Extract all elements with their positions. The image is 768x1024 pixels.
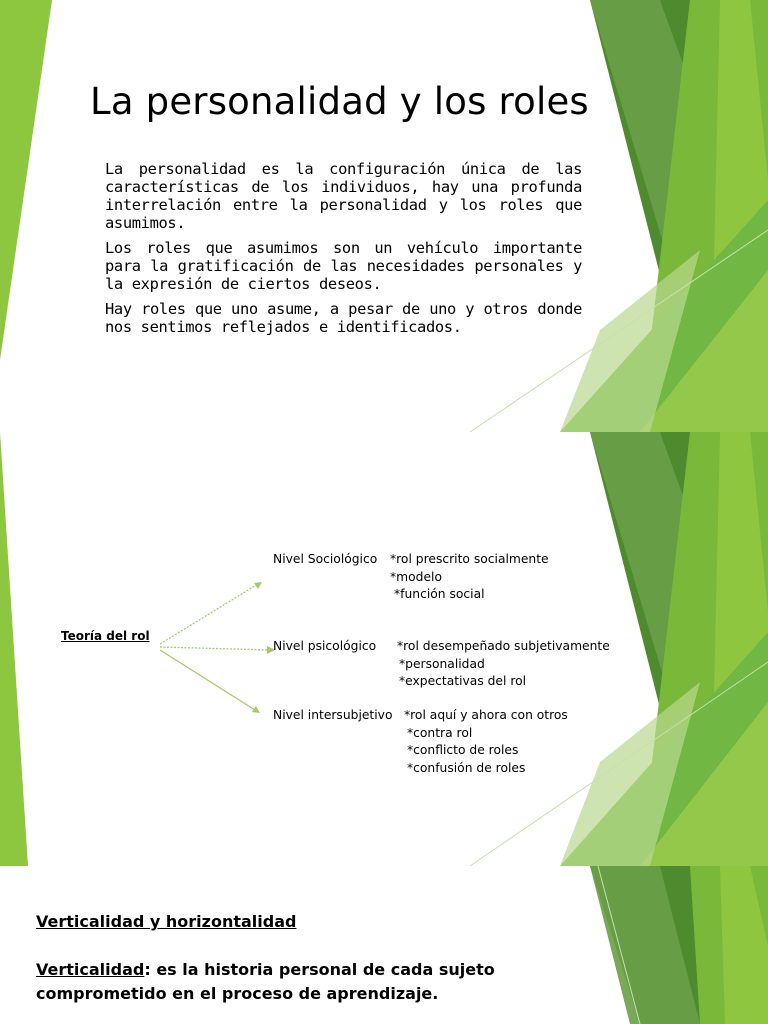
level-items: [390, 551, 549, 604]
level-item: *conflicto de roles: [407, 743, 519, 757]
level-item: *rol desempeñado subjetivamente: [397, 639, 610, 653]
level-item: *expectativas del rol: [399, 674, 527, 688]
level-item: *confusión de roles: [407, 760, 526, 775]
level-label: Nivel intersubjetivo: [273, 708, 393, 722]
level-items: [397, 638, 610, 691]
paragraph-1: La personalidad es la configuración única de las características de los individuos, hay una profunda interrelación entre la personalidad y los roles que asumimos.: [105, 160, 582, 232]
definition-text: [36, 958, 506, 1006]
paragraph-3: Hay roles que uno asume, a pesar de uno y otros donde nos sentimos reflejados e identificados.: [105, 300, 582, 336]
green-decoration: [0, 432, 768, 866]
level-items: [404, 707, 568, 777]
slide-3: [0, 866, 768, 1024]
level-item: *personalidad: [399, 656, 485, 671]
level-item: *contra rol: [407, 725, 473, 740]
level-item: *rol aquí y ahora con otros: [404, 708, 568, 722]
connector-arrows: [160, 584, 270, 710]
definition-body: : es la historia personal de cada sujeto comprometido en el proceso de aprendizaje.: [36, 960, 495, 1003]
definition-term: Verticalidad: [36, 960, 145, 979]
level-label: Nivel Sociológico: [273, 552, 378, 566]
level-item: *rol prescrito socialmente: [390, 552, 549, 566]
slide-2: [0, 432, 768, 866]
level-item: *modelo: [390, 569, 442, 584]
slide-1: [0, 0, 768, 432]
slide-title: La personalidad y los roles: [90, 80, 589, 123]
level-item: *función social: [394, 587, 485, 601]
paragraph-2: Los roles que asumimos son un vehículo importante para la gratificación de las necesidades personales y la expresión de ciertos deseos.: [105, 239, 582, 293]
section-heading: Verticalidad y horizontalidad: [36, 912, 297, 931]
slide-body: [105, 160, 582, 343]
theory-root-label: Teoría del rol: [61, 629, 150, 643]
level-label: Nivel psicológico: [273, 639, 377, 653]
